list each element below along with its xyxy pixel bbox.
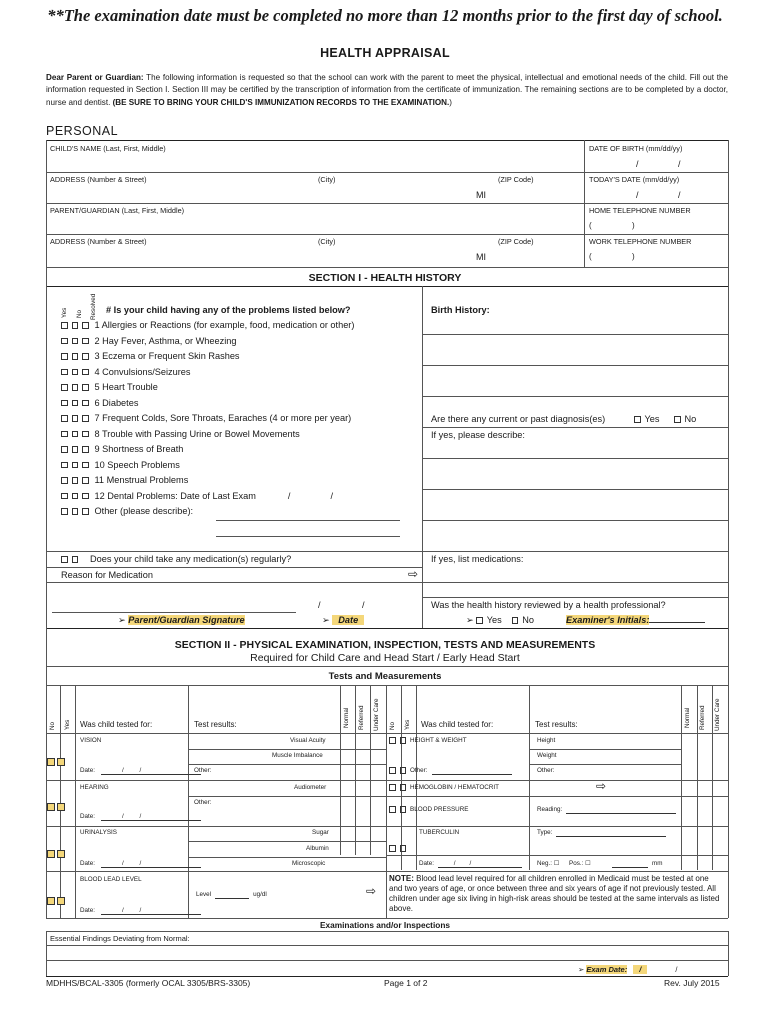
grid-line bbox=[46, 666, 728, 667]
grid-line bbox=[46, 871, 728, 872]
s2-col-yes: Yes bbox=[64, 719, 71, 730]
grid-line bbox=[728, 628, 729, 918]
grid-line bbox=[46, 551, 422, 552]
checkbox-icon[interactable] bbox=[61, 384, 68, 391]
checkbox-icon[interactable] bbox=[61, 462, 68, 469]
hearing-label: HEARING bbox=[80, 784, 109, 791]
tb-date-label: Date: bbox=[419, 860, 435, 867]
vision-checkboxes bbox=[47, 756, 67, 766]
checkbox-icon[interactable] bbox=[57, 758, 65, 766]
reviewed-question: Was the health history reviewed by a health professional? bbox=[431, 600, 666, 610]
examiners-initials-field[interactable] bbox=[566, 615, 705, 625]
tb-mm-label: mm bbox=[652, 860, 663, 867]
problem-row bbox=[61, 444, 183, 454]
exam-date-banner: **The examination date must be completed no more than 12 months prior to the first day of school. bbox=[47, 6, 723, 25]
hearing-date-label: Date: bbox=[80, 813, 96, 820]
col-no-header: No bbox=[76, 309, 83, 318]
urinalysis-date[interactable]: Date: / / bbox=[80, 860, 201, 868]
grid-line bbox=[422, 458, 728, 459]
height-label[interactable]: Height bbox=[537, 737, 556, 744]
vision-date-label: Date: bbox=[80, 767, 96, 774]
grid-line bbox=[46, 733, 728, 734]
grid-line bbox=[422, 489, 728, 490]
checkbox-icon[interactable] bbox=[61, 446, 68, 453]
signature-line[interactable] bbox=[52, 612, 296, 613]
col-referred-right: Referred bbox=[699, 705, 706, 730]
checkbox-icon[interactable] bbox=[82, 462, 89, 469]
state-mi: MI bbox=[476, 190, 486, 200]
lead-level-field[interactable] bbox=[196, 891, 267, 899]
tb-pos-option[interactable]: Pos.: ☐ bbox=[569, 860, 591, 867]
grid-line bbox=[386, 796, 728, 797]
albumin-label: Albumin bbox=[306, 845, 329, 852]
problem-label: 12 Dental Problems: Date of Last Exam bbox=[94, 490, 256, 501]
checkbox-icon[interactable] bbox=[400, 737, 407, 744]
problem-label: 4 Convulsions/Seizures bbox=[94, 366, 191, 377]
grid-line bbox=[188, 841, 386, 842]
work-phone-paren: ) bbox=[632, 252, 635, 261]
personal-top-rule bbox=[46, 140, 728, 141]
checkbox-icon[interactable] bbox=[72, 493, 79, 500]
problem-row bbox=[61, 460, 180, 470]
hearing-date[interactable]: Date: / / bbox=[80, 813, 201, 821]
intro-lead: Dear Parent or Guardian: bbox=[46, 73, 144, 82]
note-text: Blood lead level required for all children enrolled in Medicaid must be tested at one and two years of age, or once between three and six years of age if not previously tested. All children under age six living in high-risk areas should be tested at the same intervals as listed above. bbox=[389, 874, 720, 913]
date-of-birth-field[interactable]: DATE OF BIRTH (mm/dd/yy) bbox=[589, 144, 683, 153]
problem-label: 7 Frequent Colds, Sore Throats, Earaches (4 or more per year) bbox=[94, 413, 352, 423]
problem-row bbox=[61, 398, 138, 408]
problem-label: Other (please describe): bbox=[94, 506, 194, 516]
reading-field[interactable] bbox=[537, 806, 676, 814]
checkbox-icon[interactable] bbox=[512, 617, 519, 624]
checkbox-icon[interactable] bbox=[82, 400, 89, 407]
checkbox-icon[interactable] bbox=[674, 416, 681, 423]
col-under-care-right: Under Care bbox=[714, 698, 721, 731]
checkbox-icon[interactable] bbox=[82, 446, 89, 453]
test-results-right: Test results: bbox=[535, 720, 578, 729]
grid-line bbox=[46, 267, 728, 268]
checkbox-icon[interactable] bbox=[61, 400, 68, 407]
checkbox-icon[interactable] bbox=[72, 556, 79, 563]
grid-line bbox=[422, 334, 728, 335]
checkbox-icon[interactable] bbox=[72, 338, 79, 345]
grid-line bbox=[422, 365, 728, 366]
checkbox-icon[interactable] bbox=[57, 897, 65, 905]
other-test-label: Other: bbox=[410, 767, 428, 774]
bottom-rule bbox=[46, 976, 728, 977]
checkbox-icon[interactable] bbox=[82, 369, 89, 376]
test-results-left: Test results: bbox=[194, 720, 237, 729]
problem-label: 8 Trouble with Passing Urine or Bowel Movements bbox=[94, 428, 300, 439]
grid-line bbox=[46, 268, 47, 628]
blood-pressure-row bbox=[389, 806, 468, 813]
grid-line bbox=[422, 286, 423, 628]
problem-label: 3 Eczema or Frequent Skin Rashes bbox=[94, 351, 240, 361]
grid-line bbox=[46, 203, 728, 204]
problem-row bbox=[61, 506, 193, 516]
checkbox-icon[interactable] bbox=[72, 369, 79, 376]
grid-line bbox=[188, 749, 386, 750]
problem-label: 11 Menstrual Problems bbox=[94, 475, 189, 485]
checkbox-icon[interactable] bbox=[47, 897, 55, 905]
checkbox-icon[interactable] bbox=[634, 416, 641, 423]
visual-acuity-label: Visual Acuity bbox=[290, 737, 326, 744]
checkbox-icon[interactable] bbox=[82, 477, 89, 484]
checkbox-icon[interactable] bbox=[400, 806, 407, 813]
hearing-checkboxes bbox=[47, 801, 67, 811]
audiometer-label: Audiometer bbox=[294, 784, 327, 791]
intro-close: ) bbox=[449, 97, 452, 107]
grid-line bbox=[188, 857, 386, 858]
other-describe-line[interactable] bbox=[216, 520, 400, 521]
grid-line bbox=[355, 685, 356, 855]
tb-neg-option[interactable]: Neg.: ☐ bbox=[537, 860, 560, 867]
problem-row bbox=[61, 336, 236, 346]
medication-question-text: Does your child take any medication(s) regularly? bbox=[90, 554, 292, 564]
tb-type-field[interactable] bbox=[537, 829, 666, 837]
parent-guardian-field[interactable]: PARENT/GUARDIAN (Last, First, Middle) bbox=[50, 206, 185, 215]
revision-date: Rev. July 2015 bbox=[664, 978, 720, 988]
checkbox-icon[interactable] bbox=[389, 784, 396, 791]
grid-line bbox=[422, 427, 728, 428]
checkbox-icon[interactable] bbox=[72, 508, 79, 515]
height-weight-row bbox=[389, 737, 467, 744]
grid-line bbox=[422, 396, 728, 397]
intro-body: The following information is requested so that the school can work with the parent to meet the physical, intellectual and emotional needs of the child. Fill out the information requested in Section I. Section III may be certified by the transcription of information from the certificate of immunization. The remaining sections are to be completed by a doctor, nurse and dentist. bbox=[46, 73, 728, 107]
form-id: MDHHS/BCAL-3305 (formerly OCAL 3305/BRS-3305) bbox=[46, 978, 251, 988]
intro-paragraph bbox=[46, 72, 728, 109]
checkbox-icon[interactable] bbox=[61, 338, 68, 345]
checkbox-icon[interactable] bbox=[72, 415, 79, 422]
exam-date-slash: / bbox=[633, 965, 647, 974]
grid-line bbox=[728, 931, 729, 976]
problem-row bbox=[61, 475, 188, 485]
checkbox-icon[interactable] bbox=[400, 845, 407, 852]
vision-label: VISION bbox=[80, 737, 102, 744]
urinalysis-label: URINALYSIS bbox=[80, 829, 117, 836]
checkbox-icon[interactable] bbox=[72, 400, 79, 407]
diagnosis-yes-option[interactable] bbox=[634, 414, 660, 424]
essential-findings-label[interactable]: Essential Findings Deviating from Normal: bbox=[50, 934, 190, 943]
weight-label[interactable]: Weight bbox=[537, 752, 557, 759]
home-phone-paren: ( bbox=[589, 221, 592, 230]
col-referred-left: Referred bbox=[358, 705, 365, 730]
dob-slash: / bbox=[636, 159, 639, 169]
sugar-label: Sugar bbox=[312, 829, 329, 836]
col-yes-header: Yes bbox=[61, 307, 68, 318]
checkbox-icon[interactable] bbox=[389, 767, 396, 774]
col-under-care-left: Under Care bbox=[373, 698, 380, 731]
problem-row bbox=[61, 351, 240, 361]
checkbox-icon[interactable] bbox=[82, 415, 89, 422]
grid-line bbox=[370, 685, 371, 855]
exam-date-field[interactable]: ➢ Exam Date: / / bbox=[578, 965, 678, 974]
grid-line bbox=[728, 140, 729, 268]
personal-heading: PERSONAL bbox=[46, 124, 119, 138]
grid-line bbox=[46, 960, 728, 961]
problem-row bbox=[61, 367, 191, 377]
microscopic-label: Microscopic bbox=[292, 860, 326, 867]
s2-col-no: No bbox=[49, 721, 56, 730]
col-resolved-header: Resolved bbox=[90, 293, 97, 320]
checkbox-icon[interactable] bbox=[82, 338, 89, 345]
hemoglobin-label: HEMOGLOBIN / HEMATOCRIT bbox=[410, 784, 499, 791]
arrow-right-icon: ⇨ bbox=[366, 884, 377, 898]
page-number: Page 1 of 2 bbox=[384, 978, 428, 988]
reading-label: Reading: bbox=[537, 806, 563, 813]
tuberculin-label: TUBERCULIN bbox=[419, 829, 460, 836]
reviewed-options: ➢ Yes No bbox=[466, 615, 535, 625]
arrow-right-icon: ⇨ bbox=[596, 779, 607, 793]
checkbox-icon[interactable] bbox=[72, 446, 79, 453]
note-lead: NOTE: bbox=[389, 874, 414, 883]
problem-label: 10 Speech Problems bbox=[94, 459, 180, 470]
signature-date-text: Date bbox=[332, 615, 364, 625]
checkbox-icon[interactable] bbox=[389, 806, 396, 813]
hearing-other-label[interactable]: Other: bbox=[194, 799, 212, 806]
if-yes-list-label: If yes, list medications: bbox=[431, 554, 524, 564]
grid-line bbox=[681, 685, 682, 870]
dental-exam-date[interactable] bbox=[288, 491, 333, 501]
grid-line bbox=[188, 685, 189, 918]
section2-subtitle: Required for Child Care and Head Start / Early Head Start bbox=[250, 652, 520, 664]
grid-line bbox=[46, 931, 47, 976]
grid-line bbox=[416, 685, 417, 870]
grid-line bbox=[46, 931, 728, 932]
childs-name-field[interactable]: CHILD'S NAME (Last, First, Middle) bbox=[50, 144, 166, 153]
problems-question: # Is your child having any of the problems listed below? bbox=[106, 305, 351, 315]
diagnosis-no-label: No bbox=[684, 414, 697, 424]
medication-question bbox=[61, 554, 291, 564]
arrow-right-icon: ⇨ bbox=[408, 567, 419, 581]
problem-row bbox=[61, 382, 158, 392]
problem-label: 9 Shortness of Breath bbox=[94, 444, 184, 454]
diagnosis-no-option[interactable] bbox=[674, 414, 696, 424]
problem-row bbox=[61, 320, 354, 330]
section1-bottom-rule bbox=[46, 628, 728, 629]
diagnosis-question bbox=[431, 414, 605, 424]
grid-line bbox=[422, 597, 728, 598]
grid-line bbox=[46, 172, 728, 173]
checkbox-icon[interactable] bbox=[72, 384, 79, 391]
grid-line bbox=[46, 140, 47, 268]
zip-field[interactable]: (ZIP Code) bbox=[498, 175, 534, 184]
dental-date-slash: / bbox=[287, 490, 291, 501]
address-field[interactable]: ADDRESS (Number & Street) bbox=[50, 175, 147, 184]
s2-col-no-right: No bbox=[389, 721, 396, 730]
checkbox-icon[interactable] bbox=[61, 508, 68, 515]
checkbox-icon[interactable] bbox=[82, 353, 89, 360]
grid-line bbox=[46, 582, 422, 583]
muscle-imbalance-label: Muscle Imbalance bbox=[272, 752, 323, 759]
date-slash: / bbox=[636, 190, 639, 200]
checkbox-icon[interactable] bbox=[82, 493, 89, 500]
blood-lead-checkboxes bbox=[47, 895, 67, 905]
urinalysis-date-label: Date: bbox=[80, 860, 96, 867]
tb-mm-field[interactable] bbox=[612, 860, 663, 868]
document-title: HEALTH APPRAISAL bbox=[320, 46, 450, 60]
grid-line bbox=[46, 780, 728, 781]
grid-line bbox=[386, 855, 728, 856]
city-field[interactable]: (City) bbox=[318, 175, 336, 184]
dental-date-slash: / bbox=[330, 490, 333, 501]
vision-other-label[interactable]: Other: bbox=[194, 767, 212, 774]
date-slash: / bbox=[678, 190, 681, 200]
checkbox-icon[interactable] bbox=[61, 369, 68, 376]
col-normal-left: Normal bbox=[343, 707, 350, 728]
exam-date-slash: / bbox=[675, 965, 678, 974]
checkbox-icon[interactable] bbox=[57, 850, 65, 858]
lead-unit-label: ug/dl bbox=[253, 891, 267, 898]
grid-line bbox=[46, 628, 47, 918]
lead-level-label: Level bbox=[196, 891, 212, 898]
home-phone-field[interactable]: HOME TELEPHONE NUMBER bbox=[589, 206, 691, 215]
tb-date-field[interactable]: Date: / / bbox=[419, 860, 522, 868]
checkbox-icon[interactable] bbox=[476, 617, 483, 624]
urinalysis-checkboxes bbox=[47, 848, 67, 858]
parent-signature-text: Parent/Guardian Signature bbox=[128, 615, 245, 625]
signature-date-label: ➢ Date bbox=[322, 615, 364, 626]
checkbox-icon[interactable] bbox=[72, 431, 79, 438]
blood-lead-date-label: Date: bbox=[80, 907, 96, 914]
section1-title: SECTION I - HEALTH HISTORY bbox=[308, 272, 462, 284]
diagnosis-yes-label: Yes bbox=[644, 414, 660, 424]
checkbox-icon[interactable] bbox=[61, 556, 68, 563]
checkbox-icon[interactable] bbox=[61, 431, 68, 438]
checkbox-icon[interactable] bbox=[389, 845, 396, 852]
grid-line bbox=[340, 685, 341, 855]
grid-line bbox=[46, 567, 422, 568]
vision-date[interactable]: Date: / / bbox=[80, 767, 201, 775]
checkbox-icon[interactable] bbox=[82, 508, 89, 515]
checkbox-icon[interactable] bbox=[389, 737, 396, 744]
reason-for-medication-label[interactable]: Reason for Medication bbox=[61, 570, 153, 580]
problem-row bbox=[61, 429, 300, 439]
blood-lead-label: BLOOD LEAD LEVEL bbox=[80, 876, 142, 883]
dob-slash: / bbox=[678, 159, 681, 169]
grid-line bbox=[422, 582, 728, 583]
grid-line bbox=[529, 764, 681, 765]
checkbox-icon[interactable] bbox=[47, 758, 55, 766]
grid-line bbox=[46, 918, 728, 919]
grid-line bbox=[46, 234, 728, 235]
reviewed-yes-label: Yes bbox=[486, 615, 502, 625]
grid-line bbox=[584, 140, 585, 268]
checkbox-icon[interactable] bbox=[82, 322, 89, 329]
other-result-label[interactable]: Other: bbox=[537, 767, 555, 774]
checkbox-icon[interactable] bbox=[72, 462, 79, 469]
exam-date-label: Exam Date: bbox=[586, 965, 628, 974]
section1-rule bbox=[46, 286, 728, 287]
grid-line bbox=[188, 764, 386, 765]
checkbox-icon[interactable] bbox=[47, 803, 55, 811]
intro-bold-tail: (BE SURE TO BRING YOUR CHILD'S IMMUNIZATION RECORDS TO THE EXAMINATION. bbox=[112, 97, 450, 107]
other-describe-line[interactable] bbox=[216, 536, 400, 537]
examinations-title: Examinations and/or Inspections bbox=[319, 920, 450, 930]
checkbox-icon[interactable] bbox=[72, 353, 79, 360]
hemoglobin-row bbox=[389, 784, 499, 791]
checkbox-icon[interactable] bbox=[72, 322, 79, 329]
checkbox-icon[interactable] bbox=[82, 384, 89, 391]
checkbox-icon[interactable] bbox=[61, 477, 68, 484]
birth-history-label[interactable]: Birth History: bbox=[431, 305, 490, 315]
sig-date-slash: / bbox=[318, 600, 321, 610]
checkbox-icon[interactable] bbox=[61, 493, 68, 500]
problem-label: 1 Allergies or Reactions (for example, food, medication or other) bbox=[94, 320, 355, 330]
s2-col-yes-right: Yes bbox=[404, 719, 411, 730]
grid-line bbox=[422, 551, 728, 552]
grid-line bbox=[529, 685, 530, 870]
checkbox-icon[interactable] bbox=[82, 431, 89, 438]
problem-label: 6 Diabetes bbox=[94, 397, 139, 408]
problem-row bbox=[61, 491, 333, 501]
blood-lead-date[interactable]: Date: / / bbox=[80, 907, 201, 915]
state2-mi: MI bbox=[476, 252, 486, 262]
grid-line bbox=[46, 945, 728, 946]
grid-line bbox=[422, 520, 728, 521]
city2-field[interactable]: (City) bbox=[318, 237, 336, 246]
grid-line bbox=[697, 685, 698, 870]
checkbox-icon[interactable] bbox=[72, 477, 79, 484]
section2-title: SECTION II - PHYSICAL EXAMINATION, INSPECTION, TESTS AND MEASUREMENTS bbox=[174, 639, 596, 651]
was-tested-left: Was child tested for: bbox=[80, 720, 153, 729]
blood-lead-note bbox=[389, 874, 723, 914]
checkbox-icon[interactable] bbox=[57, 803, 65, 811]
was-tested-right: Was child tested for: bbox=[421, 720, 494, 729]
grid-line bbox=[401, 685, 402, 870]
blood-pressure-label: BLOOD PRESSURE bbox=[410, 806, 469, 813]
reviewed-no-label: No bbox=[522, 615, 535, 625]
problem-row bbox=[61, 413, 351, 423]
checkbox-icon[interactable] bbox=[61, 415, 68, 422]
address2-field[interactable]: ADDRESS (Number & Street) bbox=[50, 237, 147, 246]
sig-date-slash: / bbox=[362, 600, 365, 610]
examiners-initials-label: Examiner's Initials: bbox=[566, 615, 650, 625]
home-phone-paren: ) bbox=[632, 221, 635, 230]
height-weight-label: HEIGHT & WEIGHT bbox=[410, 737, 467, 744]
work-phone-paren: ( bbox=[589, 252, 592, 261]
problem-label: 2 Hay Fever, Asthma, or Wheezing bbox=[94, 335, 237, 346]
tests-title: Tests and Measurements bbox=[328, 671, 442, 682]
problem-label: 5 Heart Trouble bbox=[94, 382, 158, 392]
grid-line bbox=[188, 796, 386, 797]
other-test-row[interactable] bbox=[389, 767, 512, 775]
checkbox-icon[interactable] bbox=[400, 784, 407, 791]
grid-line bbox=[728, 268, 729, 628]
grid-line bbox=[46, 826, 728, 827]
checkbox-icon[interactable] bbox=[47, 850, 55, 858]
checkbox-icon[interactable] bbox=[400, 767, 407, 774]
tb-type-label: Type: bbox=[537, 829, 553, 836]
zip2-field[interactable]: (ZIP Code) bbox=[498, 237, 534, 246]
grid-line bbox=[529, 749, 681, 750]
grid-line bbox=[75, 685, 76, 918]
grid-line bbox=[712, 685, 713, 870]
tuberculin-checkboxes bbox=[389, 845, 410, 852]
col-normal-right: Normal bbox=[684, 707, 691, 728]
if-yes-describe-label: If yes, please describe: bbox=[431, 430, 525, 440]
checkbox-icon[interactable] bbox=[61, 353, 68, 360]
grid-line bbox=[46, 685, 728, 686]
work-phone-field[interactable]: WORK TELEPHONE NUMBER bbox=[589, 237, 692, 246]
checkbox-icon[interactable] bbox=[61, 322, 68, 329]
parent-signature-label: ➢ Parent/Guardian Signature bbox=[118, 615, 245, 625]
todays-date-field[interactable]: TODAY'S DATE (mm/dd/yy) bbox=[589, 175, 680, 184]
diagnosis-question-text: Are there any current or past diagnosis(es) bbox=[431, 414, 606, 424]
grid-line bbox=[386, 685, 387, 918]
